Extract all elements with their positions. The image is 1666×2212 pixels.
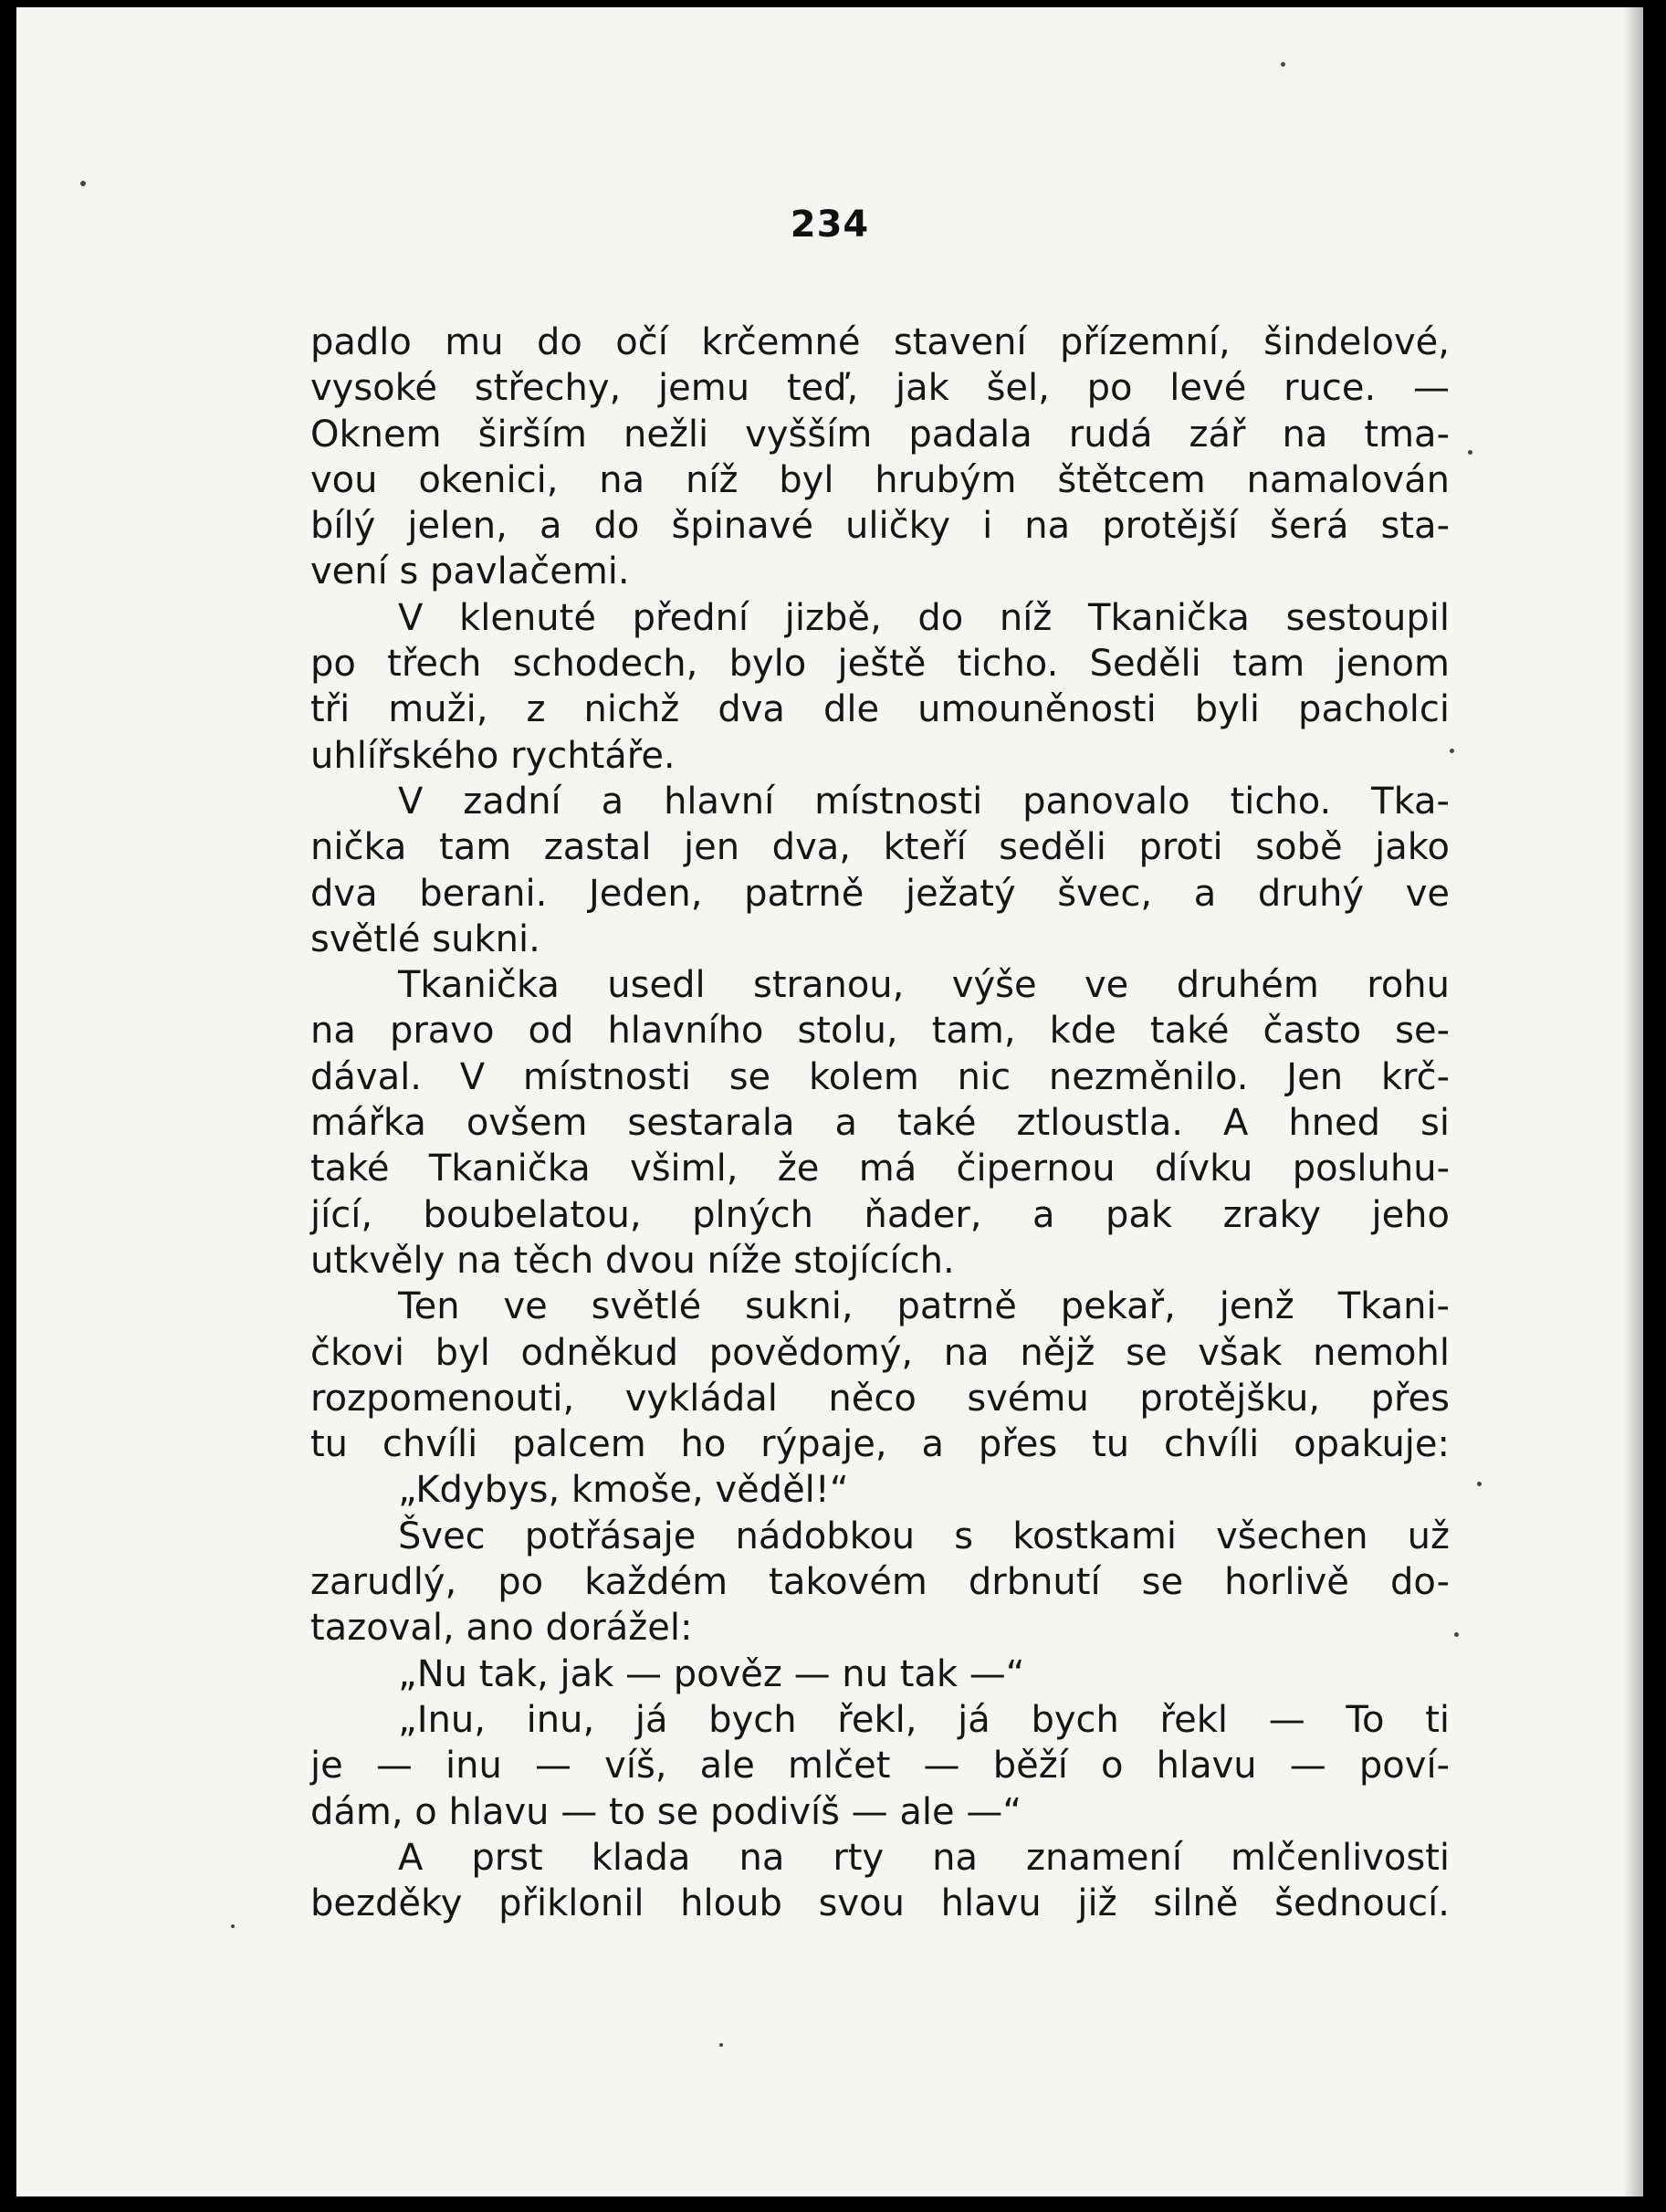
text-line: nička tam zastal jen dva, kteří seděli proti sobě jako — [310, 826, 1450, 869]
text-line: jící, boubelatou, plných ňader, a pak zraky jeho — [310, 1193, 1450, 1236]
text-line: je — inu — víš, ale mlčet — běží o hlavu — poví- — [310, 1745, 1450, 1787]
text-line: vou okenici, na níž byl hrubým štětcem namalován — [310, 458, 1450, 501]
text-line: tu chvíli palcem ho rýpaje, a přes tu chvíli opakuje: — [310, 1423, 1450, 1466]
text-line: vysoké střechy, jemu teď, jak šel, po levé ruce. — — [310, 367, 1450, 410]
text-line: Oknem širším nežli vyšším padala rudá zář na tma- — [310, 413, 1450, 456]
page-number: 234 — [790, 204, 870, 246]
text-line: Tkanička usedl stranou, výše ve druhém rohu — [398, 964, 1450, 1007]
text-line: mářka ovšem sestarala a také ztloustla. A hned si — [310, 1102, 1450, 1145]
text-line: dám, o hlavu — to se podivíš — ale —“ — [310, 1790, 1022, 1833]
scan-speck — [1468, 450, 1472, 455]
text-line: V klenuté přední jizbě, do níž Tkanička sestoupil — [398, 596, 1450, 639]
text-line: světlé sukni. — [310, 917, 540, 960]
scan-speck — [1450, 749, 1454, 753]
text-line: A prst klada na rty na znamení mlčenlivosti — [398, 1836, 1450, 1879]
scan-speck — [1454, 1632, 1459, 1637]
scan-speck — [80, 181, 86, 186]
text-line: tazoval, ano dorážel: — [310, 1607, 693, 1650]
text-line: Ten ve světlé sukni, patrně pekař, jenž Tkani- — [398, 1285, 1450, 1328]
body-text — [310, 320, 1450, 1926]
scan-speck — [719, 2043, 723, 2047]
text-line: také Tkanička všiml, že má čipernou dívku posluhu- — [310, 1148, 1450, 1190]
text-line: utkvěly na těch dvou níže stojících. — [310, 1239, 955, 1282]
text-line: čkovi byl odněkud povědomý, na nějž se však nemohl — [310, 1331, 1450, 1374]
text-line: vení s pavlačemi. — [310, 550, 630, 593]
text-line: Švec potřásaje nádobkou s kostkami všechen už — [398, 1515, 1450, 1557]
text-line: uhlířského rychtáře. — [310, 734, 676, 777]
text-line: rozpomenouti, vykládal něco svému protějšku, přes — [310, 1377, 1450, 1420]
text-line: V zadní a hlavní místnosti panovalo ticho. Tka- — [398, 780, 1450, 823]
scan-speck — [1477, 1482, 1482, 1486]
text-line: na pravo od hlavního stolu, tam, kde také často se- — [310, 1010, 1450, 1053]
text-line: „Inu, inu, já bych řekl, já bych řekl — To ti — [398, 1698, 1450, 1741]
text-line: „Nu tak, jak — pověz — nu tak —“ — [398, 1652, 1025, 1695]
text-line: padlo mu do očí krčemné stavení přízemní, šindelové, — [310, 321, 1450, 363]
text-line: bílý jelen, a do špinavé uličky i na protější šerá sta- — [310, 505, 1450, 548]
text-line: tři muži, z nichž dva dle umouněnosti byli pacholci — [310, 688, 1450, 731]
page-edge-shadow — [1623, 7, 1643, 2196]
book-page — [16, 7, 1643, 2196]
text-line: „Kdybys, kmoše, věděl!“ — [398, 1469, 849, 1512]
text-line: dva berani. Jeden, patrně ježatý švec, a druhý ve — [310, 872, 1450, 915]
text-line: dával. V místnosti se kolem nic nezměnilo. Jen krč- — [310, 1055, 1450, 1098]
scan-speck — [1281, 62, 1285, 67]
scan-speck — [231, 1924, 235, 1928]
text-line: bezděky přiklonil hloub svou hlavu již silně šednoucí. — [310, 1882, 1450, 1925]
text-line: po třech schodech, bylo ještě ticho. Seděli tam jenom — [310, 643, 1450, 686]
text-line: zarudlý, po každém takovém drbnutí se horlivě do- — [310, 1561, 1450, 1604]
